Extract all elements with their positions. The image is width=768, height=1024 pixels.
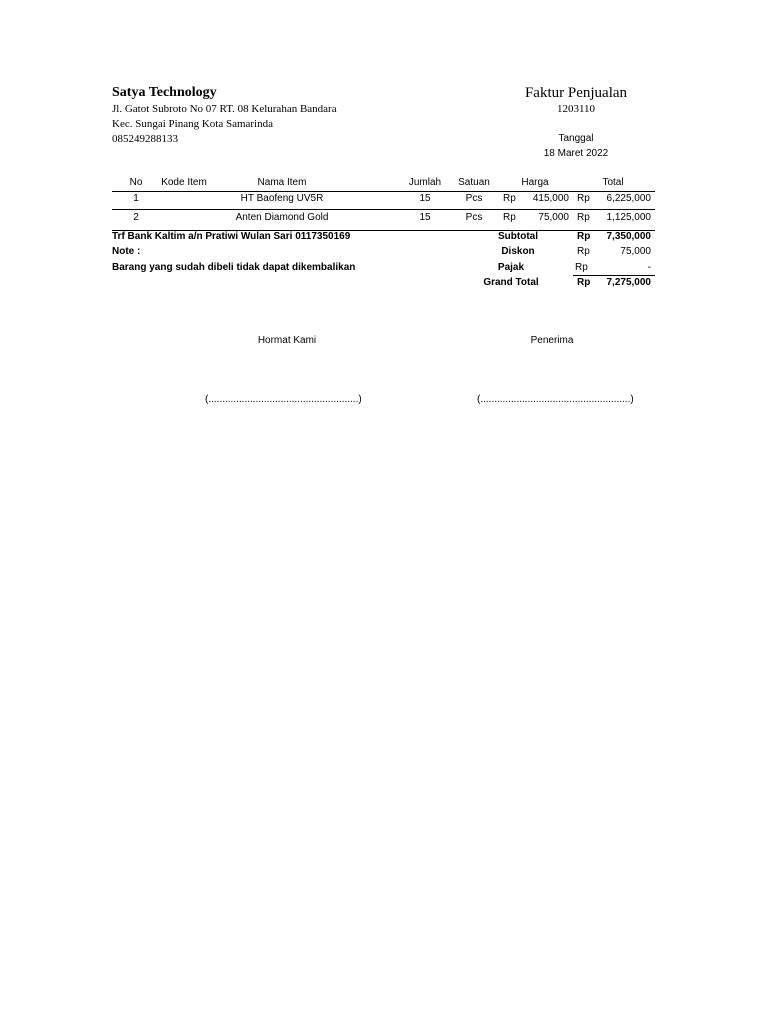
company-address-line1: Jl. Gatot Subroto No 07 RT. 08 Kelurahan Bandara [112,103,337,115]
row-qty: 15 [419,193,431,204]
row-price-currency: Rp [503,193,516,204]
company-address-line2: Kec. Sungai Pinang Kota Samarinda [112,118,273,130]
invoice-date-label: Tanggal [558,133,594,144]
grand-total-label: Grand Total [483,277,539,288]
subtotal-currency: Rp [577,231,591,242]
row-name: Anten Diamond Gold [235,212,329,223]
note-label: Note : [112,246,141,257]
discount-value: 75,000 [620,246,651,257]
tax-underline [573,275,655,276]
col-header-qty: Jumlah [408,177,442,188]
company-name: Satya Technology [112,85,217,100]
return-policy: Barang yang sudah dibeli tidak dapat dikembalikan [112,262,356,273]
row-total: 1,125,000 [606,212,651,223]
signature-line-seller: (......................................................) [205,394,362,405]
row-price: 415,000 [532,193,569,204]
row-divider [112,209,655,210]
tax-label: Pajak [497,262,525,273]
subtotal-value: 7,350,000 [606,231,651,242]
row-price-currency: Rp [503,212,516,223]
col-header-unit: Satuan [458,177,490,188]
row-total: 6,225,000 [606,193,651,204]
discount-currency: Rp [577,246,590,257]
discount-label: Diskon [501,246,535,257]
col-header-no: No [129,177,143,188]
row-unit: Pcs [465,212,483,223]
col-header-name: Nama Item [257,177,307,188]
row-qty: 15 [419,212,431,223]
row-unit: Pcs [465,193,483,204]
row-no: 2 [133,212,139,223]
subtotal-label: Subtotal [498,231,538,242]
invoice-title: Faktur Penjualan [524,85,628,101]
invoice-date: 18 Maret 2022 [543,148,609,159]
signature-label-receiver: Penerima [530,335,574,346]
tax-currency: Rp [575,262,588,273]
row-name: HT Baofeng UV5R [240,193,324,204]
row-price: 75,000 [538,212,569,223]
col-header-price: Harga [521,177,549,188]
signature-label-seller: Hormat Kami [257,335,317,346]
tax-value: - [647,262,651,273]
grand-total-currency: Rp [577,277,591,288]
col-header-total: Total [602,177,624,188]
header-divider [112,191,655,192]
invoice-number: 1203110 [556,103,596,115]
col-header-code: Kode Item [161,177,207,188]
bank-transfer-info: Trf Bank Kaltim a/n Pratiwi Wulan Sari 0117350169 [112,231,351,242]
row-total-currency: Rp [577,212,590,223]
row-total-currency: Rp [577,193,590,204]
grand-total-value: 7,275,000 [606,277,651,288]
signature-line-receiver: (......................................................) [477,394,634,405]
row-no: 1 [133,193,139,204]
company-phone: 085249288133 [112,133,178,145]
